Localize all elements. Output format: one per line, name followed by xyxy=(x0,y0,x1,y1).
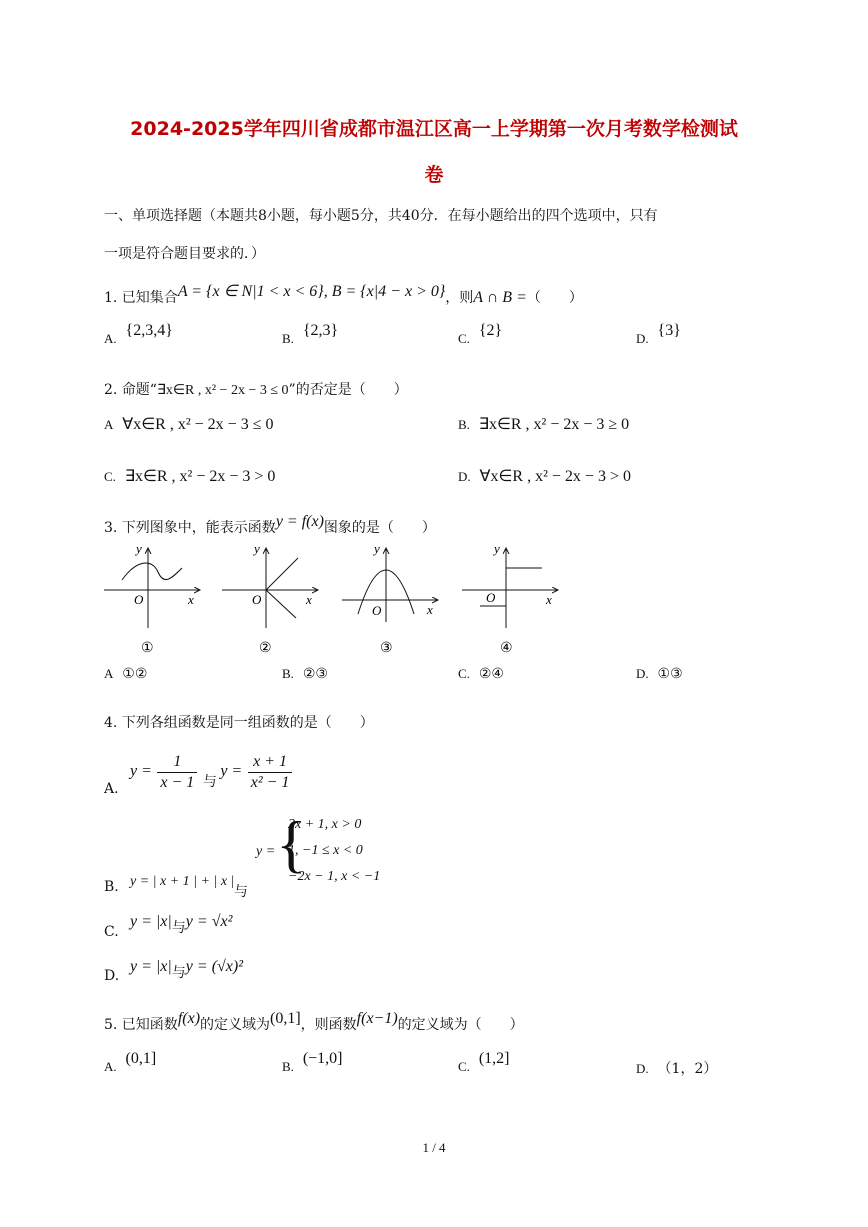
question-1-expr: A ∩ B = xyxy=(473,289,527,306)
page-number: 1 / 4 xyxy=(422,1140,446,1155)
ray-lower xyxy=(266,590,296,618)
graph-caption: ② xyxy=(259,641,272,656)
question-4-option-a: y = $\frac{1}{x - 1}$ 与 y = $\frac{x + 1}{\text{x² − 1}}$ xyxy=(130,752,294,793)
question-4-option-d: y = |x|与y = (√x)² xyxy=(130,958,244,981)
origin-label: O xyxy=(372,603,382,618)
question-4-option-b-label: B. xyxy=(104,879,119,895)
x-label: x xyxy=(546,592,552,607)
question-1-option-c: C. {2} xyxy=(458,322,503,346)
curve xyxy=(122,563,182,580)
question-5: 5. 已知函数f(x)的定义域为(0,1]，则函数f(x−1)的定义域为（ ） xyxy=(104,1010,524,1033)
question-2-option-b: B. ∃x∈R , x² − 2x − 3 ≥ 0 xyxy=(458,416,630,433)
question-2-proposition: ∃x∈R , x² − 2x − 3 ≤ 0 xyxy=(156,383,289,398)
question-1-option-b: B. {2,3} xyxy=(282,322,339,346)
question-1-paren: （ ） xyxy=(526,290,583,306)
graph-1 xyxy=(104,541,200,656)
question-1-prefix: 1. 已知集合 xyxy=(104,290,178,306)
question-1-tail: ，则 xyxy=(445,290,474,306)
question-2-option-a: A ∀x∈R , x² − 2x − 3 ≤ 0 xyxy=(104,416,274,433)
graph-caption: ④ xyxy=(500,641,513,656)
question-1-sets: A = {x ∈ N|1 < x < 6}, B = {x|4 − x > 0} xyxy=(177,283,446,300)
piecewise-case-1: 2x + 1, x > 0 xyxy=(288,817,362,832)
origin-label: O xyxy=(134,592,144,607)
question-4-option-c: y = |x|与y = √x² xyxy=(130,913,233,936)
question-4-option-c-label: C. xyxy=(104,924,119,940)
question-4-option-b-with: 与 xyxy=(234,884,248,900)
piecewise-case-3: −2x − 1, x < −1 xyxy=(288,869,381,884)
question-1-option-d: D. {3} xyxy=(636,322,681,346)
ray-upper xyxy=(266,558,298,590)
document-title: 2024-2025学年四川省成都市温江区高一上学期第一次月考数学检测试 xyxy=(130,118,738,140)
question-3: 3. 下列图象中，能表示函数y = f(x)图象的是（ ） xyxy=(104,513,436,536)
question-4: 4. 下列各组函数是同一组函数的是（ ） xyxy=(104,715,374,731)
y-label: y xyxy=(254,541,260,556)
y-label: y xyxy=(136,541,142,556)
x-label: x xyxy=(306,592,312,607)
question-5-option-a: A. (0,1] xyxy=(104,1050,157,1074)
fraction-1: $\frac{1}{x - 1}$ xyxy=(157,752,197,793)
question-1-option-a: A. {2,3,4} xyxy=(104,322,173,346)
question-4-option-a-label: A. xyxy=(104,781,119,797)
y-label: y xyxy=(374,541,380,556)
question-3-option-c: C. ②④ xyxy=(458,666,504,682)
graph-caption: ① xyxy=(141,641,154,656)
question-3-option-d: D. ①③ xyxy=(636,666,683,682)
section-heading-continued: 一项是符合题目要求的．） xyxy=(104,246,265,262)
y-label: y xyxy=(494,541,500,556)
x-label: x xyxy=(427,602,433,617)
document-title-continued: 卷 xyxy=(424,164,444,186)
origin-label: O xyxy=(486,590,496,605)
question-2: 2. 命题“∃x∈R , x² − 2x − 3 ≤ 0”的否定是（ ） xyxy=(104,382,408,398)
graph-caption: ③ xyxy=(380,641,393,656)
question-3-option-a: A ①② xyxy=(104,666,148,682)
question-5-option-c: C. (1,2] xyxy=(458,1050,510,1074)
question-4-option-b-left: y = | x + 1 | + | x | xyxy=(130,874,235,889)
piecewise-brace: { xyxy=(276,808,307,879)
question-4-option-b-right-y: y = xyxy=(256,844,276,859)
question-2-option-d: D. ∀x∈R , x² − 2x − 3 > 0 xyxy=(458,468,631,485)
section-heading: 一、单项选择题（本题共8小题，每小题5分，共40分．在每小题给出的四个选项中，只有 xyxy=(104,208,658,224)
question-5-option-d: D. （1，2） xyxy=(636,1061,718,1077)
fraction-2: $\frac{x + 1}{\text{x² − 1}}$ xyxy=(248,752,293,793)
graph-3 xyxy=(342,541,438,656)
piecewise-case-2: 1, −1 ≤ x < 0 xyxy=(288,843,363,858)
question-5-option-b: B. (−1,0] xyxy=(282,1050,343,1074)
question-4-option-d-label: D. xyxy=(104,968,120,984)
question-3-graphs xyxy=(96,538,576,660)
question-3-function: y = f(x) xyxy=(275,513,324,530)
question-2-option-c: C. ∃x∈R , x² − 2x − 3 > 0 xyxy=(104,468,276,485)
x-label: x xyxy=(188,592,194,607)
graph-2 xyxy=(222,541,318,656)
question-1 xyxy=(104,283,583,307)
graph-4 xyxy=(462,541,558,656)
origin-label: O xyxy=(252,592,262,607)
question-3-option-b: B. ②③ xyxy=(282,666,328,682)
